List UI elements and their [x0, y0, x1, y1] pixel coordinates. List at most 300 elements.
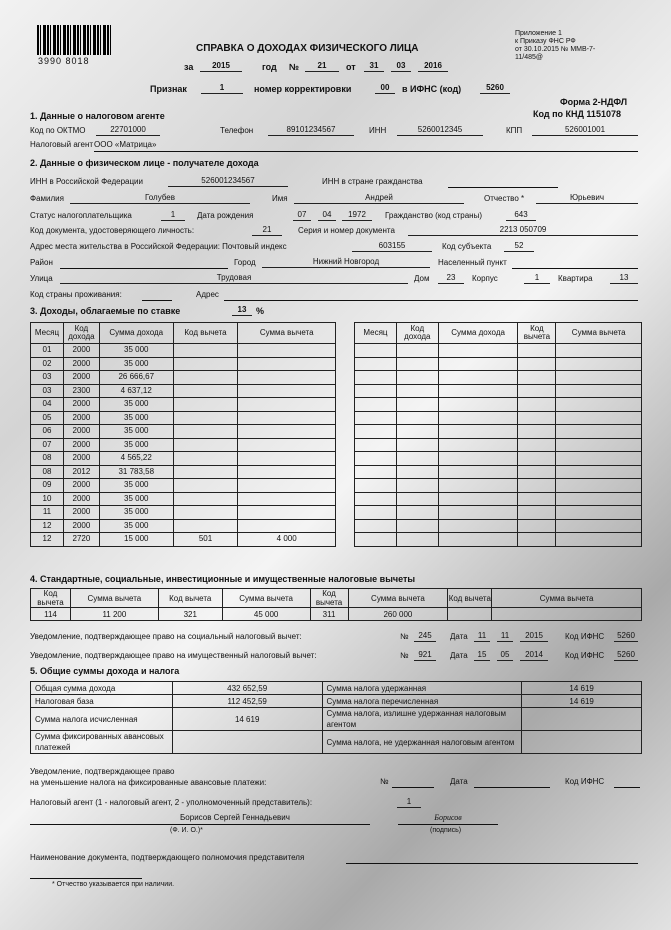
birth-label: Дата рождения [197, 211, 254, 220]
kpp-label: КПП [506, 126, 523, 135]
income-cell [438, 465, 518, 479]
totals-value: 14 619 [172, 708, 322, 731]
address-label: Адрес места жительства в Российской Федерации: Почтовый индекс [30, 242, 287, 251]
income-cell: 03 [31, 384, 64, 398]
totals-value [522, 731, 642, 754]
birth-year: 1972 [342, 210, 372, 221]
date-label: Дата [450, 651, 468, 660]
income-cell [238, 411, 336, 425]
appendix-line: к Приказу ФНС РФ [515, 38, 576, 45]
income-cell [396, 438, 438, 452]
income-cell [556, 357, 642, 371]
income-cell [238, 506, 336, 520]
income-row [31, 506, 336, 520]
income-cell: 35 000 [99, 425, 173, 439]
income-cell [355, 492, 397, 506]
advance-notice-line: Уведомление, подтверждающее право [30, 767, 175, 776]
status-label: Статус налогоплательщика [30, 211, 132, 220]
flat-label: Квартира [558, 274, 593, 283]
agent-type-value: 1 [397, 797, 421, 808]
deduction-code-header: Код вычета [31, 589, 71, 608]
income-cell [518, 371, 556, 385]
za-label: за [184, 62, 194, 72]
deduction-code [448, 608, 492, 621]
income-cell: 35 000 [99, 519, 173, 533]
totals-value [172, 731, 322, 754]
income-row [355, 411, 642, 425]
birth-month: 04 [318, 210, 336, 221]
income-header-cell: Код вычета [518, 323, 556, 344]
patronymic-label: Отчество * [484, 194, 525, 203]
citizenship-value: 643 [506, 210, 536, 221]
patronymic-value: Юрьевич [536, 193, 638, 204]
income-header-cell: Код вычета [173, 323, 238, 344]
income-cell [173, 411, 238, 425]
income-row [355, 357, 642, 371]
deduction-sum-header: Сумма вычета [70, 589, 158, 608]
income-cell [556, 344, 642, 358]
totals-row [31, 731, 642, 754]
korpus-value: 1 [524, 273, 550, 284]
income-cell: 35 000 [99, 344, 173, 358]
deduction-sum: 260 000 [348, 608, 448, 621]
income-cell [238, 371, 336, 385]
appendix-line: 11/485@ [515, 54, 543, 61]
totals-value: 432 652,59 [172, 682, 322, 695]
deduction-sum [492, 608, 642, 621]
income-cell: 2000 [63, 411, 99, 425]
income-row [355, 519, 642, 533]
cert-month: 03 [391, 61, 411, 72]
income-cell [238, 479, 336, 493]
totals-value: 14 619 [522, 695, 642, 708]
income-cell [518, 452, 556, 466]
income-cell: 07 [31, 438, 64, 452]
income-cell [173, 384, 238, 398]
income-cell: 31 783,58 [99, 465, 173, 479]
barcode [37, 25, 113, 55]
property-ifns: 5260 [614, 650, 638, 661]
street-label: Улица [30, 274, 53, 283]
first-name-label: Имя [272, 194, 288, 203]
income-cell [438, 371, 518, 385]
certificate-number: 21 [305, 61, 339, 72]
totals-value: 14 619 [522, 682, 642, 695]
income-cell [238, 398, 336, 412]
income-row [31, 398, 336, 412]
income-cell [396, 452, 438, 466]
income-cell [238, 344, 336, 358]
income-row [31, 371, 336, 385]
deduction-code: 311 [310, 608, 348, 621]
property-year: 2014 [520, 650, 548, 661]
income-header-cell: Сумма вычета [238, 323, 336, 344]
birth-day: 07 [293, 210, 311, 221]
income-header-cell: Месяц [31, 323, 64, 344]
income-cell: 501 [173, 533, 238, 547]
income-cell [173, 492, 238, 506]
income-cell [438, 533, 518, 547]
income-row [31, 357, 336, 371]
number-label: № [289, 62, 300, 72]
income-row [355, 344, 642, 358]
inn-rf-label: ИНН в Российской Федерации [30, 177, 143, 186]
income-row [31, 344, 336, 358]
property-month: 05 [497, 650, 513, 661]
authority-doc-label: Наименование документа, подтверждающего полномочия представителя [30, 853, 305, 862]
from-label: от [346, 62, 356, 72]
num-label: № [400, 651, 409, 660]
social-num: 245 [414, 631, 436, 642]
social-day: 11 [474, 631, 490, 642]
advance-date-label: Дата [450, 777, 468, 786]
district-label: Район [30, 258, 53, 267]
income-header-cell: Месяц [355, 323, 397, 344]
income-cell: 4 565,22 [99, 452, 173, 466]
deduction-code-header: Код вычета [310, 589, 348, 608]
totals-label: Сумма налога, излишне удержанная налоговым агентом [322, 708, 522, 731]
deduction-code-header: Код вычета [448, 589, 492, 608]
income-cell [518, 519, 556, 533]
income-cell: 06 [31, 425, 64, 439]
first-name-value: Андрей [294, 193, 464, 204]
income-cell [396, 425, 438, 439]
income-cell [355, 479, 397, 493]
city-label: Город [234, 258, 256, 267]
income-cell [396, 344, 438, 358]
income-cell [518, 344, 556, 358]
income-cell [556, 398, 642, 412]
income-cell: 2000 [63, 506, 99, 520]
income-cell [518, 533, 556, 547]
income-cell [173, 371, 238, 385]
cert-year: 2016 [418, 61, 448, 72]
income-cell [396, 519, 438, 533]
income-cell [355, 452, 397, 466]
income-cell [238, 492, 336, 506]
income-row [31, 519, 336, 533]
income-cell: 4 000 [238, 533, 336, 547]
income-cell: 03 [31, 371, 64, 385]
signer-name: Борисов Сергей Геннадьевич [180, 813, 290, 822]
income-cell [396, 398, 438, 412]
income-cell [173, 398, 238, 412]
income-cell [556, 452, 642, 466]
income-cell [556, 425, 642, 439]
income-cell [518, 506, 556, 520]
income-header-cell: Сумма вычета [556, 323, 642, 344]
social-ifns: 5260 [614, 631, 638, 642]
income-cell [438, 438, 518, 452]
income-row [355, 506, 642, 520]
property-day: 15 [474, 650, 490, 661]
report-year: 2015 [200, 61, 242, 72]
income-row [31, 492, 336, 506]
income-row [355, 452, 642, 466]
income-cell [396, 411, 438, 425]
num-label: № [400, 632, 409, 641]
income-cell [556, 479, 642, 493]
income-cell [173, 479, 238, 493]
income-cell [556, 492, 642, 506]
totals-row [31, 682, 642, 695]
income-cell: 2000 [63, 479, 99, 493]
income-cell [173, 344, 238, 358]
totals-label: Сумма фиксированных авансовых платежей [31, 731, 173, 754]
house-label: Дом [414, 274, 430, 283]
income-row [355, 479, 642, 493]
status-value: 1 [161, 210, 185, 221]
totals-label: Общая сумма дохода [31, 682, 173, 695]
income-cell [355, 411, 397, 425]
ifns-label: Код ИФНС [565, 651, 605, 660]
locality-label: Населенный пункт [438, 258, 507, 267]
totals-label: Сумма налога удержанная [322, 682, 522, 695]
income-cell [355, 344, 397, 358]
section-4-title: 4. Стандартные, социальные, инвестиционные и имущественные налоговые вычеты [30, 574, 416, 584]
income-cell [355, 533, 397, 547]
totals-value: 112 452,59 [172, 695, 322, 708]
income-cell [238, 465, 336, 479]
document-title: СПРАВКА О ДОХОДАХ ФИЗИЧЕСКОГО ЛИЦА [196, 43, 419, 54]
income-cell: 01 [31, 344, 64, 358]
income-cell: 08 [31, 452, 64, 466]
income-row [355, 492, 642, 506]
phone-label: Телефон [220, 126, 254, 135]
income-cell: 11 [31, 506, 64, 520]
section-5-title: 5. Общие суммы дохода и налога [30, 666, 180, 676]
income-cell: 35 000 [99, 479, 173, 493]
income-cell: 12 [31, 519, 64, 533]
inn-rf-value: 526001234567 [168, 176, 288, 187]
deductions-table [30, 588, 642, 621]
income-cell: 2000 [63, 452, 99, 466]
fio-label: (Ф. И. О.)* [170, 827, 203, 834]
income-cell: 2000 [63, 519, 99, 533]
deduction-sum: 11 200 [70, 608, 158, 621]
country-label: Код страны проживания: [30, 290, 122, 299]
income-header-cell: Сумма дохода [438, 323, 518, 344]
income-row [31, 533, 336, 547]
tax-rate: 13 [232, 305, 252, 316]
income-cell [173, 452, 238, 466]
income-cell: 35 000 [99, 492, 173, 506]
income-row [355, 438, 642, 452]
percent-sign: % [256, 306, 265, 316]
agent-type-label: Налоговый агент (1 - налоговый агент, 2 - уполномоченный представитель): [30, 798, 313, 807]
income-cell [518, 398, 556, 412]
agent-inn-label: ИНН [369, 126, 387, 135]
income-cell [518, 411, 556, 425]
deduction-code: 321 [158, 608, 222, 621]
surname-label: Фамилия [30, 194, 64, 203]
income-cell [355, 384, 397, 398]
signature: Борисов [434, 813, 462, 822]
income-cell: 2300 [63, 384, 99, 398]
income-cell [438, 344, 518, 358]
knd-code: Код по КНД 1151078 [533, 109, 621, 119]
appendix-note [515, 30, 595, 62]
property-notice-label: Уведомление, подтверждающее право на имущественный налоговый вычет: [30, 651, 317, 660]
totals-value [522, 708, 642, 731]
income-cell [238, 438, 336, 452]
income-row [355, 398, 642, 412]
agent-name-label: Налоговый агент [30, 140, 94, 149]
street-value: Трудовая [60, 273, 408, 284]
priznak-value: 1 [201, 83, 243, 94]
appendix-line: Приложение 1 [515, 30, 562, 37]
income-cell [438, 398, 518, 412]
income-cell: 2000 [63, 492, 99, 506]
income-row [31, 438, 336, 452]
income-cell [396, 506, 438, 520]
income-cell [355, 506, 397, 520]
signature-label: (подпись) [430, 827, 462, 834]
region-label: Код субъекта [442, 242, 492, 251]
income-row [355, 384, 642, 398]
income-cell [438, 357, 518, 371]
income-cell: 2000 [63, 344, 99, 358]
advance-ifns-label: Код ИФНС [565, 777, 605, 786]
city-value: Нижний Новгород [262, 257, 430, 268]
income-header-cell: Код дохода [63, 323, 99, 344]
income-cell [438, 519, 518, 533]
income-cell [438, 492, 518, 506]
income-cell [518, 384, 556, 398]
income-cell [238, 357, 336, 371]
income-cell: 2000 [63, 438, 99, 452]
doc-code-label: Код документа, удостоверяющего личность: [30, 226, 195, 235]
income-cell: 10 [31, 492, 64, 506]
doc-series-value: 2213 050709 [408, 225, 638, 236]
income-cell: 05 [31, 411, 64, 425]
income-cell [556, 384, 642, 398]
section-3-title: 3. Доходы, облагаемые по ставке [30, 306, 181, 316]
agent-name-value: ООО «Матрица» [94, 140, 157, 149]
income-row [31, 479, 336, 493]
income-cell: 02 [31, 357, 64, 371]
income-cell [438, 506, 518, 520]
income-row [31, 452, 336, 466]
income-row [355, 533, 642, 547]
ifns-label: Код ИФНС [565, 632, 605, 641]
ifns-code: 5260 [480, 83, 510, 94]
oktmo-label: Код по ОКТМО [30, 126, 86, 135]
property-num: 921 [414, 650, 436, 661]
income-cell [396, 479, 438, 493]
income-cell [238, 452, 336, 466]
income-cell [556, 438, 642, 452]
social-month: 11 [497, 631, 513, 642]
barcode-number: 3990 8018 [38, 56, 90, 66]
cert-day: 31 [364, 61, 384, 72]
income-cell: 04 [31, 398, 64, 412]
income-cell [438, 479, 518, 493]
priznak-label: Признак [150, 84, 187, 94]
income-cell [173, 438, 238, 452]
income-cell [518, 465, 556, 479]
income-cell [396, 357, 438, 371]
income-cell [438, 452, 518, 466]
deduction-sum-header: Сумма вычета [492, 589, 642, 608]
inn-foreign-label: ИНН в стране гражданства [322, 177, 423, 186]
ifns-label: в ИФНС (код) [402, 84, 462, 94]
income-cell [173, 357, 238, 371]
advance-num-label: № [380, 777, 389, 786]
income-cell [518, 357, 556, 371]
agent-inn-value: 5260012345 [397, 125, 483, 136]
income-cell [556, 519, 642, 533]
income-cell: 35 000 [99, 506, 173, 520]
totals-row [31, 708, 642, 731]
postal-value: 603155 [352, 241, 432, 252]
flat-value: 13 [610, 273, 638, 284]
income-cell [173, 506, 238, 520]
kpp-value: 526001001 [532, 125, 638, 136]
income-cell: 4 637,12 [99, 384, 173, 398]
income-cell: 12 [31, 533, 64, 547]
income-cell [438, 425, 518, 439]
form-name: Форма 2-НДФЛ [560, 97, 628, 107]
income-cell [518, 479, 556, 493]
income-cell [355, 357, 397, 371]
deduction-sum: 45 000 [222, 608, 310, 621]
income-cell [556, 411, 642, 425]
income-cell [355, 465, 397, 479]
income-cell: 09 [31, 479, 64, 493]
date-label: Дата [450, 632, 468, 641]
surname-value: Голубев [70, 193, 250, 204]
income-cell [355, 425, 397, 439]
totals-row [31, 695, 642, 708]
income-row [31, 384, 336, 398]
income-cell: 2000 [63, 371, 99, 385]
income-cell [438, 411, 518, 425]
income-cell [556, 533, 642, 547]
totals-table [30, 681, 642, 754]
doc-code-value: 21 [252, 225, 282, 236]
income-cell [173, 425, 238, 439]
footnote: * Отчество указывается при наличии. [52, 881, 175, 888]
totals-label: Налоговая база [31, 695, 173, 708]
totals-label: Сумма налога исчисленная [31, 708, 173, 731]
income-cell: 2720 [63, 533, 99, 547]
income-cell: 2000 [63, 398, 99, 412]
appendix-line: от 30.10.2015 № ММВ-7- [515, 46, 596, 53]
income-row [355, 465, 642, 479]
income-cell [518, 438, 556, 452]
deduction-sum-header: Сумма вычета [348, 589, 448, 608]
advance-notice [30, 766, 266, 788]
income-cell [556, 506, 642, 520]
income-cell: 35 000 [99, 357, 173, 371]
citizenship-label: Гражданство (код страны) [385, 211, 482, 220]
income-cell [396, 465, 438, 479]
income-cell: 15 000 [99, 533, 173, 547]
income-cell [355, 438, 397, 452]
income-cell [238, 519, 336, 533]
deduction-code-header: Код вычета [158, 589, 222, 608]
social-year: 2015 [520, 631, 548, 642]
income-row [355, 425, 642, 439]
income-cell: 26 666,67 [99, 371, 173, 385]
correction-value: 00 [375, 83, 395, 94]
correction-label: номер корректировки [254, 84, 352, 94]
house-value: 23 [438, 273, 464, 284]
income-cell: 35 000 [99, 438, 173, 452]
income-row [31, 425, 336, 439]
income-cell: 08 [31, 465, 64, 479]
